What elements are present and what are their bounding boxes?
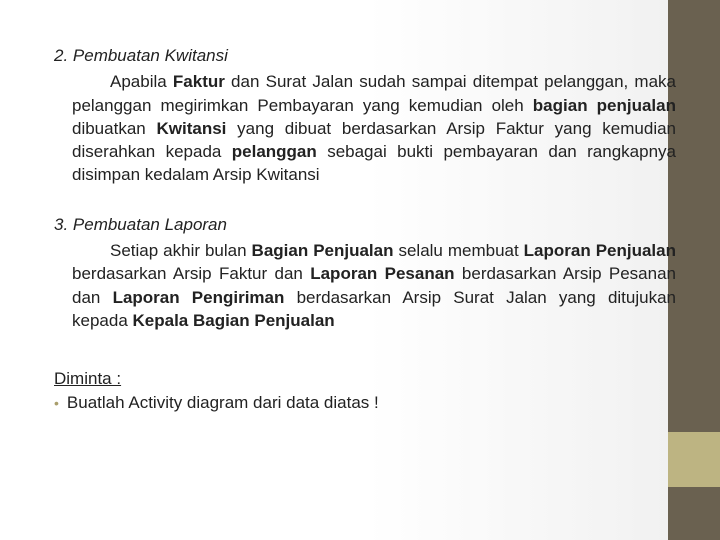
bold-term: Laporan Pengiriman	[112, 287, 285, 307]
text-segment: Apabila	[110, 72, 173, 92]
text-segment: dibuatkan	[72, 118, 157, 138]
bold-term: Kwitansi	[156, 118, 227, 138]
text-segment: dan Surat Jalan sudah sampai ditempat pelanggan, maka pelanggan megirimkan Pembayaran yang kemudian oleh	[72, 72, 677, 115]
section-kwitansi	[54, 44, 676, 187]
task-title: Diminta :	[54, 369, 122, 389]
text-segment: Setiap akhir bulan	[110, 241, 252, 261]
text-segment: berdasarkan Arsip Pesanan dan	[72, 264, 676, 307]
task-block	[54, 367, 676, 415]
text-segment: berdasarkan Arsip Faktur dan	[72, 264, 311, 284]
bullet-icon: •	[54, 394, 59, 411]
text-segment: selalu membuat	[393, 241, 524, 261]
bold-term: Laporan Penjualan	[523, 241, 676, 261]
bold-term: Bagian Penjualan	[251, 241, 394, 261]
section-heading: 3. Pembuatan Laporan	[54, 214, 227, 234]
bold-term: Laporan Pesanan	[310, 264, 455, 284]
task-bullet-item	[54, 391, 676, 415]
section-paragraph	[54, 239, 676, 332]
slide-content	[54, 44, 676, 415]
task-text: Buatlah Activity diagram dari data diatas !	[66, 392, 379, 412]
section-paragraph	[54, 70, 676, 186]
bold-term: bagian penjualan	[532, 95, 676, 115]
bold-term: Kepala Bagian Penjualan	[132, 310, 335, 330]
text-segment: yang dibuat berdasarkan Arsip Faktur yang kemudian diserahkan kepada	[72, 118, 677, 162]
text-segment: berdasarkan Arsip Surat Jalan yang ditujukan kepada	[72, 287, 676, 330]
text-segment: sebagai bukti pembayaran dan rangkapnya disimpan kedalam Arsip Kwitansi	[72, 142, 676, 185]
bold-term: pelanggan	[231, 142, 317, 162]
side-accent-block	[668, 432, 720, 487]
section-laporan	[54, 213, 676, 332]
section-heading: 2. Pembuatan Kwitansi	[54, 46, 228, 65]
bold-term: Faktur	[172, 72, 225, 92]
